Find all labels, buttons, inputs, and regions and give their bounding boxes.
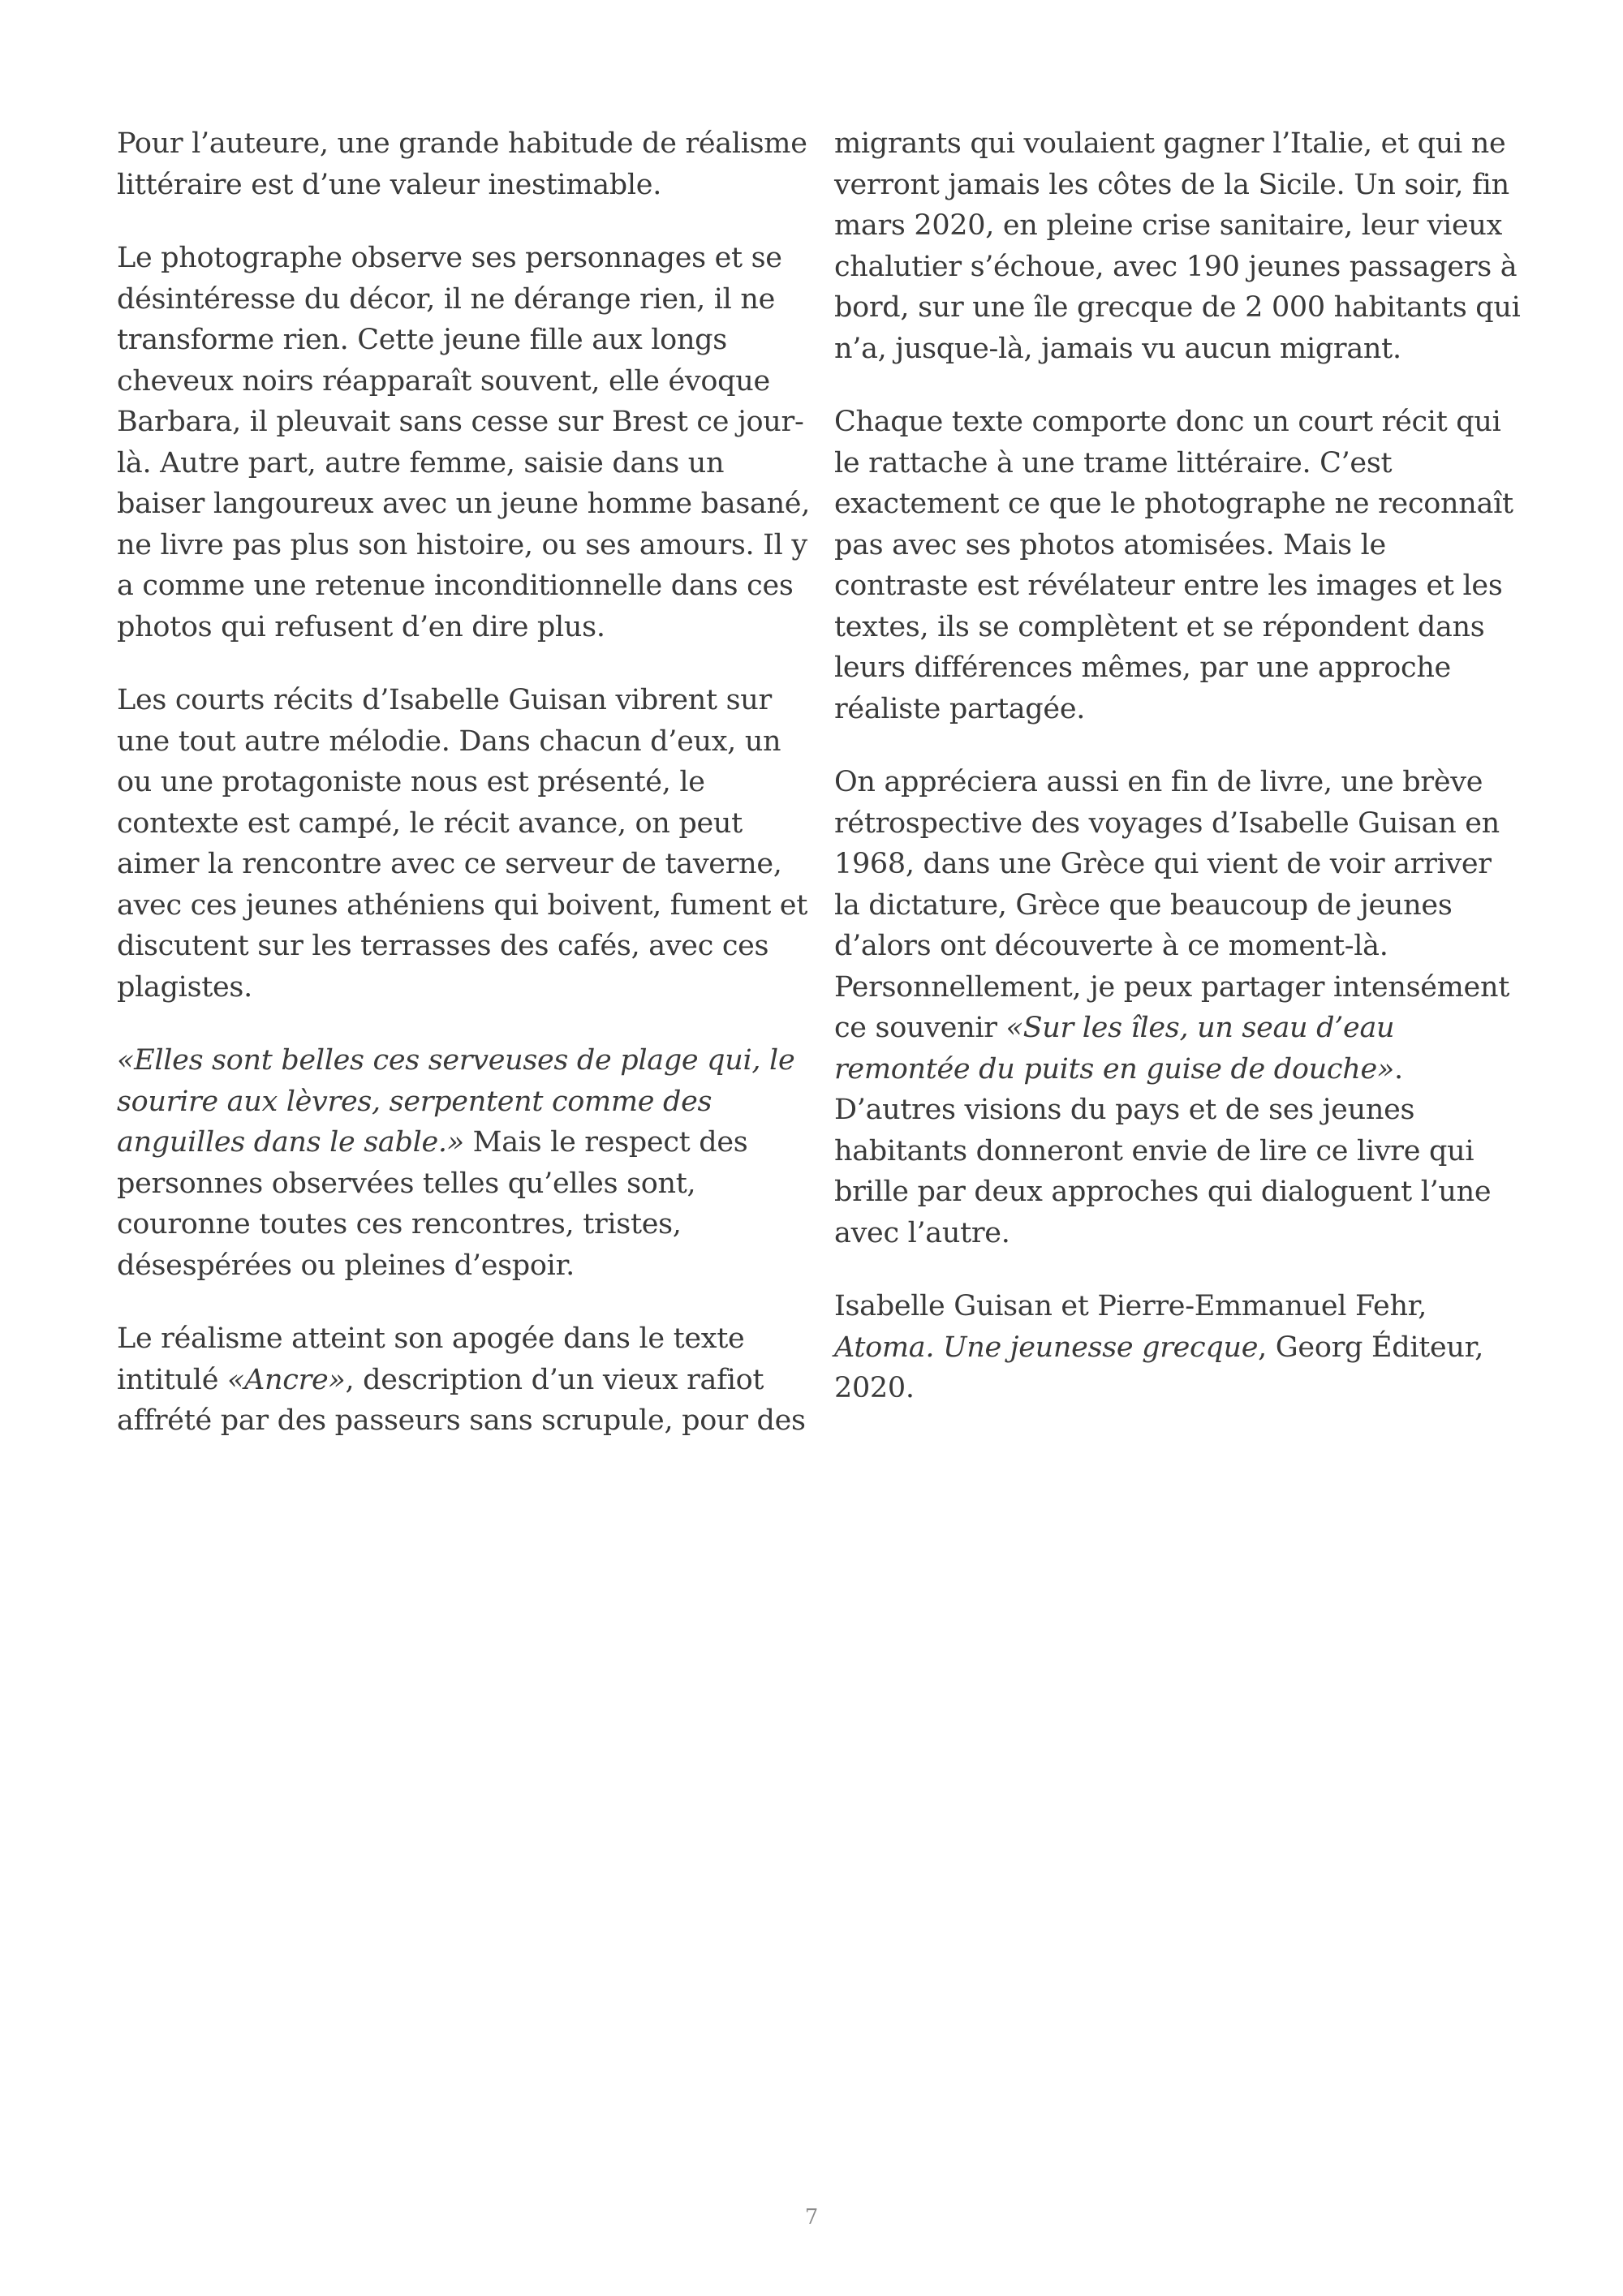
paragraph: Le photographe observe ses personnages et se désintéresse du décor, il ne dérange rien, il ne transforme rien. Cette jeune fille aux longs cheveux noirs réapparaît souvent, elle évoque Barbara, il pleuvait sans cesse sur Brest ce jour-là. Autre part, autre femme, saisie dans un baiser langoureux avec un jeune homme basané, ne livre pas plus son histoire, ou ses amours. Il y a comme une retenue inconditionnelle dans ces photos qui refusent d’en dire plus.: [117, 242, 811, 643]
text-run: Personnellement, je peux partager intensément ce souvenir: [834, 970, 1509, 1044]
paragraph: Les courts récits d’Isabelle Guisan vibrent sur une tout autre mélodie. Dans chacun d’eux, un ou une protagoniste nous est présenté, le contexte est campé, le récit avance, on peut aimer la rencontre avec ce serveur de taverne, avec ces jeunes athéniens qui boivent, fument et discutent sur les terrasses des cafés, avec ces plagistes.: [117, 684, 807, 1004]
book-reference: [834, 1286, 1524, 1409]
right-column: [834, 123, 1524, 1442]
paragraph: [117, 1040, 815, 1286]
left-column: [117, 123, 815, 1474]
book-title: Atoma. Une jeunesse grecque: [834, 1331, 1259, 1364]
book-publisher: , Georg Éditeur, 2020.: [834, 1331, 1484, 1404]
paragraph: Chaque texte comporte donc un court récit qui le rattache à une trame littéraire. C’est exactement ce que le photographe ne reconnaît pas avec ses photos atomisées. Mais le contraste est révélateur entre les images et les textes, ils se complètent et se répondent dans leurs différences mêmes, par une approche réaliste partagée.: [834, 406, 1513, 725]
quote: «Sur les îles, un seau d’eau remontée du puits en guise de douche»: [834, 1012, 1395, 1086]
story-title: «Ancre»: [226, 1363, 346, 1396]
text-run: Le réalisme atteint son apogée dans le texte intitulé: [117, 1322, 745, 1396]
paragraph: migrants qui voulaient gagner l’Italie, et qui ne verront jamais les côtes de la Sicile. Un soir, fin mars 2020, en pleine crise sanitaire, leur vieux chalutier s’échoue, avec 190 jeunes passagers à bord, sur une île grecque de 2 000 habitants qui n’a, jusque-là, jamais vu aucun migrant.: [834, 127, 1521, 365]
book-authors: Isabelle Guisan et Pierre-Emmanuel Fehr,: [834, 1290, 1427, 1322]
paragraph: [117, 1318, 815, 1442]
quote: «Elles sont belles ces serveuses de plage qui, le sourire aux lèvres, serpentent comme des anguilles dans le sable.»: [117, 1044, 795, 1159]
text-run: , description d’un vieux rafiot affrété par des passeurs sans scrupule, pour des: [117, 1363, 806, 1437]
paragraph: Pour l’auteure, une grande habitude de réalisme littéraire est d’une valeur inestimable.: [117, 127, 807, 201]
paragraph: On appréciera aussi en fin de livre, une brève rétrospective des voyages d’Isabelle Guisan en 1968, dans une Grèce qui vient de voir arriver la dictature, Grèce que beaucoup de jeunes d’alors ont découverte à ce moment-là.: [834, 766, 1500, 962]
paragraph: [834, 967, 1524, 1254]
page-number: 7: [804, 2205, 819, 2229]
text-run: . D’autres visions du pays et de ses jeunes habitants donneront envie de lire ce livre qui brille par deux approches qui dialoguent l’une avec l’autre.: [834, 1052, 1492, 1249]
text-run: Mais le respect des personnes observées telles qu’elles sont, couronne toutes ces rencontres, tristes, désespérées ou pleines d’espoir.: [117, 1126, 748, 1282]
